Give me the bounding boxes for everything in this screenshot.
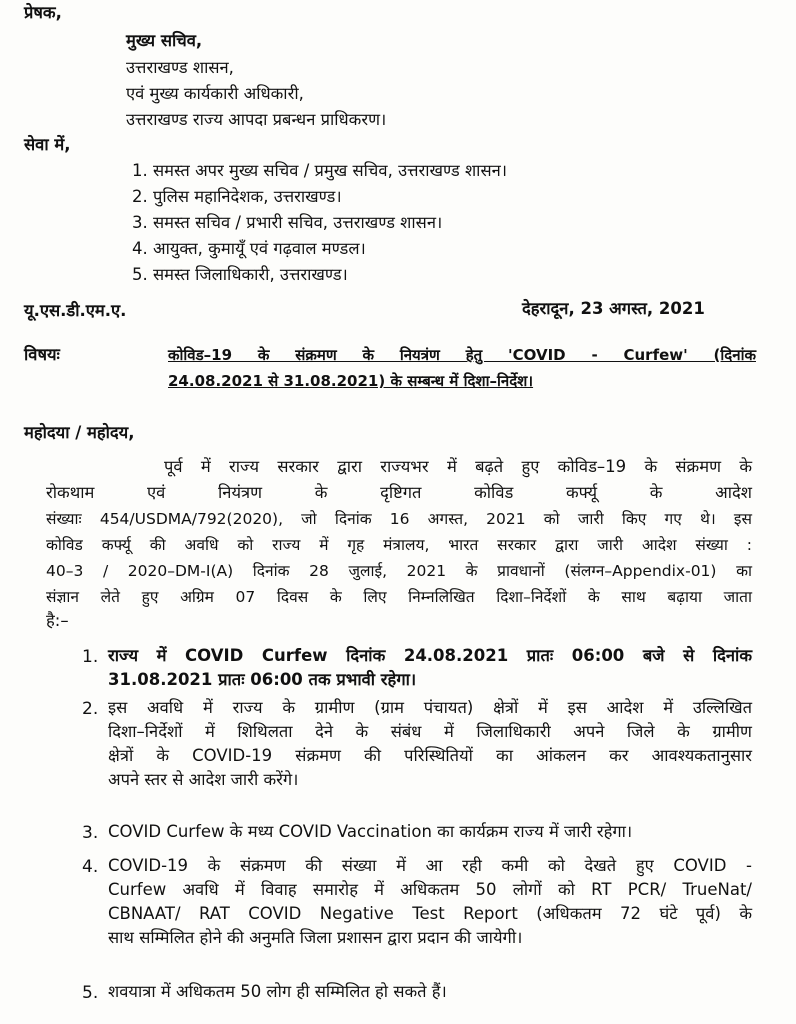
point-number: 3. xyxy=(82,823,99,843)
point-line: 31.08.2021 प्रातः 06:00 तक प्रभावी रहेगा। xyxy=(108,670,417,689)
body-line: पूर्व में राज्य सरकार द्वारा राज्यभर में बढ़ते हुए कोविड–19 के संक्रमण के xyxy=(164,457,752,476)
recipients-label: सेवा में, xyxy=(24,135,71,154)
point-item xyxy=(108,854,752,950)
body-line: 40–3 / 2020–DM-I(A) दिनांक 28 जुलाई, 2021 के प्रावधानों (संलग्न–Appendix-01) का xyxy=(46,562,752,580)
point-line: CBNAAT/ RAT COVID Negative Test Report (अधिकतम 72 घंटे पूर्व) के xyxy=(108,904,752,923)
point-item xyxy=(108,980,752,1004)
subject-line-2: 24.08.2021 से 31.08.2021) के सम्बन्ध में दिशा–निर्देश। xyxy=(168,372,534,390)
recipient-item: 3. समस्त सचिव / प्रभारी सचिव, उत्तराखण्ड शासन। xyxy=(132,213,443,232)
point-line: शवयात्रा में अधिकतम 50 लोग ही सम्मिलित हो सकते हैं। xyxy=(108,982,447,1001)
point-item xyxy=(108,696,752,792)
point-number: 4. xyxy=(82,857,99,877)
body-line: संख्याः 454/USDMA/792(2020), जो दिनांक 16 अगस्त, 2021 को जारी किए गए थे। इस xyxy=(46,510,752,528)
sender-line-2: उत्तराखण्ड शासन, xyxy=(126,58,234,77)
body-line: रोकथाम एवं नियंत्रण के दृष्टिगत कोविड कर्फ्यू के आदेश xyxy=(46,483,752,502)
point-line: COVID-19 के संक्रमण की संख्या में आ रही कमी को देखते हुए COVID - xyxy=(108,856,752,875)
point-line: इस अवधि में राज्य के ग्रामीण (ग्राम पंचायत) क्षेत्रों में इस आदेश में उल्लिखित xyxy=(108,698,752,717)
subject-label: विषयः xyxy=(24,345,60,364)
date-line: देहरादून, 23 अगस्त, 2021 xyxy=(522,299,705,318)
point-number: 5. xyxy=(82,983,99,1003)
body-line: कोविड कर्फ्यू की अवधि को राज्य में गृह मंत्रालय, भारत सरकार द्वारा जारी आदेश संख्या : xyxy=(46,536,752,554)
recipient-item: 1. समस्त अपर मुख्य सचिव / प्रमुख सचिव, उत्तराखण्ड शासन। xyxy=(132,161,508,180)
subject-line-1: कोविड–19 के संक्रमण के नियत्रंण हेतु 'COVID - Curfew' (दिनांक xyxy=(168,346,756,364)
point-line: दिशा–निर्देशों में शिथिलता देने के संबंध में जिलाधिकारी अपने जिले के ग्रामीण xyxy=(108,722,752,741)
recipient-item: 5. समस्त जिलाधिकारी, उत्तराखण्ड। xyxy=(132,265,348,284)
recipient-item: 4. आयुक्त, कुमायूँ एवं गढ़वाल मण्डल। xyxy=(132,239,366,258)
point-line: Curfew अवधि में विवाह समारोह में अधिकतम 50 लोगों को RT PCR/ TrueNat/ xyxy=(108,880,752,899)
point-item xyxy=(108,644,752,692)
reference-code: यू.एस.डी.एम.ए. xyxy=(24,301,127,320)
point-number: 2. xyxy=(82,699,99,719)
recipient-item: 2. पुलिस महानिदेशक, उत्तराखण्ड। xyxy=(132,187,342,206)
point-line: क्षेत्रों के COVID-19 संक्रमण की परिस्थितियों का आंकलन कर आवश्यकतानुसार xyxy=(108,746,752,765)
sender-title: मुख्य सचिव, xyxy=(126,31,203,50)
body-line: है:– xyxy=(46,611,69,630)
salutation: महोदया / महोदय, xyxy=(24,423,135,442)
point-line: अपने स्तर से आदेश जारी करेंगे। xyxy=(108,770,299,789)
point-line: साथ सम्मिलित होने की अनुमति जिला प्रशासन द्वारा प्रदान की जायेगी। xyxy=(108,928,523,947)
sender-line-3: एवं मुख्य कार्यकारी अधिकारी, xyxy=(126,84,304,103)
sender-label: प्रेषक, xyxy=(24,3,62,22)
point-item xyxy=(108,820,752,844)
point-number: 1. xyxy=(82,647,99,667)
point-line: COVID Curfew के मध्य COVID Vaccination का कार्यक्रम राज्य में जारी रहेगा। xyxy=(108,822,633,841)
sender-line-4: उत्तराखण्ड राज्य आपदा प्रबन्धन प्राधिकरण। xyxy=(126,110,387,129)
point-line: राज्य में COVID Curfew दिनांक 24.08.2021 प्रातः 06:00 बजे से दिनांक xyxy=(108,646,752,665)
body-line: संज्ञान लेते हुए अग्रिम 07 दिवस के लिए निम्नलिखित दिशा–निर्देशों के साथ बढ़ाया जाता xyxy=(46,588,752,606)
